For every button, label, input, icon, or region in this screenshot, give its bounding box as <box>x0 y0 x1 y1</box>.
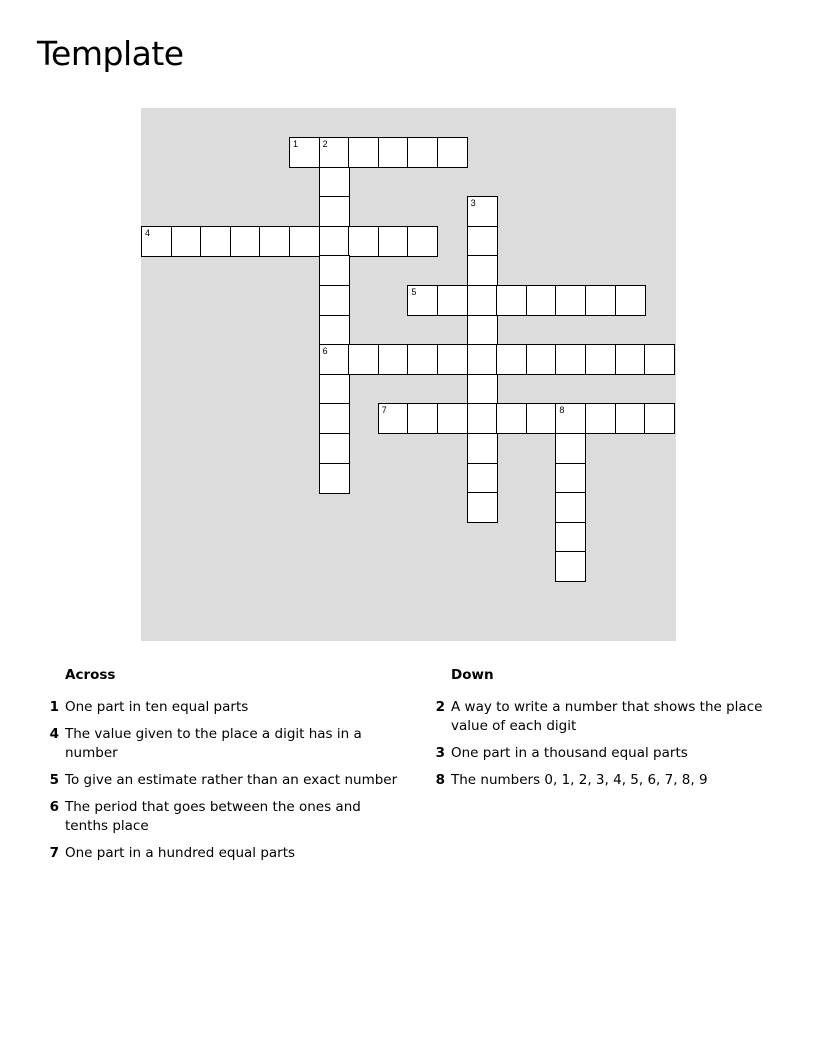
crossword-cell[interactable] <box>378 137 409 168</box>
crossword-cell[interactable] <box>467 463 498 494</box>
crossword-cell[interactable] <box>555 551 586 582</box>
clue-number: 1 <box>49 699 59 715</box>
clue-item <box>44 798 404 836</box>
clue-number-label: 5 <box>411 287 417 297</box>
clue-number-label: 4 <box>145 227 151 238</box>
clue-item <box>44 698 404 717</box>
crossword-cell[interactable] <box>467 196 498 227</box>
crossword-cell[interactable] <box>467 492 498 523</box>
clue-number: 3 <box>435 745 445 761</box>
crossword-cell[interactable] <box>555 285 586 316</box>
clue-text: One part in ten equal parts <box>65 699 249 715</box>
crossword-cell[interactable] <box>200 226 231 257</box>
clue-number-label: 2 <box>322 139 328 149</box>
crossword-cell[interactable] <box>585 403 616 434</box>
clue-text: The period that goes between the ones and tenths place <box>65 799 361 834</box>
down-heading: Down <box>451 667 494 683</box>
crossword-cell[interactable] <box>407 403 438 434</box>
clue-number-label: 8 <box>559 405 565 416</box>
crossword-cell[interactable] <box>437 285 468 316</box>
crossword-cell[interactable] <box>555 463 586 494</box>
crossword-cell[interactable] <box>378 226 409 257</box>
crossword-cell[interactable] <box>555 433 586 464</box>
crossword-cell[interactable] <box>437 403 468 434</box>
crossword-cell[interactable] <box>289 137 320 168</box>
crossword-cell[interactable] <box>289 226 320 257</box>
clue-number-label: 6 <box>322 346 328 357</box>
crossword-cell[interactable] <box>319 255 350 286</box>
clue-item <box>44 771 404 790</box>
crossword-cell[interactable] <box>378 344 409 375</box>
crossword-cell[interactable] <box>319 315 350 346</box>
crossword-cell[interactable] <box>319 403 350 434</box>
clue-number-label: 1 <box>293 139 299 149</box>
crossword-cell[interactable] <box>348 344 379 375</box>
crossword-cell[interactable] <box>496 344 527 375</box>
clue-item <box>44 725 404 763</box>
crossword-cell[interactable] <box>407 226 438 257</box>
clue-number: 4 <box>49 726 59 742</box>
crossword-cell[interactable] <box>555 403 586 434</box>
crossword-cell[interactable] <box>437 344 468 375</box>
crossword-cell[interactable] <box>644 403 675 434</box>
clue-item <box>44 844 404 863</box>
crossword-cell[interactable] <box>496 403 527 434</box>
across-clues <box>44 664 404 871</box>
clue-number: 6 <box>49 799 59 815</box>
clue-item <box>430 698 770 736</box>
clue-text: The numbers 0, 1, 2, 3, 4, 5, 6, 7, 8, 9 <box>451 772 708 788</box>
clue-number-label: 3 <box>470 198 476 209</box>
clue-number: 2 <box>435 699 445 715</box>
clue-number: 8 <box>435 772 445 788</box>
crossword-cell[interactable] <box>141 226 172 257</box>
crossword-cell[interactable] <box>171 226 202 257</box>
clue-text: One part in a hundred equal parts <box>65 845 296 861</box>
crossword-cell[interactable] <box>407 137 438 168</box>
crossword-cell[interactable] <box>526 403 557 434</box>
crossword-cell[interactable] <box>467 315 498 346</box>
crossword-cell[interactable] <box>259 226 290 257</box>
crossword-cell[interactable] <box>615 403 646 434</box>
clue-text: One part in a thousand equal parts <box>451 745 688 761</box>
crossword-cell[interactable] <box>319 226 350 257</box>
crossword-cell[interactable] <box>230 226 261 257</box>
clue-number-label: 7 <box>381 405 387 416</box>
crossword-cell[interactable] <box>467 255 498 286</box>
crossword-cell[interactable] <box>319 285 350 316</box>
crossword-cell[interactable] <box>644 344 675 375</box>
crossword-cell[interactable] <box>378 403 409 434</box>
crossword-cell[interactable] <box>319 344 350 375</box>
crossword-cell[interactable] <box>319 374 350 405</box>
crossword-cell[interactable] <box>319 196 350 227</box>
across-heading: Across <box>65 667 116 683</box>
clue-text: A way to write a number that shows the place value of each digit <box>451 699 763 734</box>
clue-item <box>430 744 770 763</box>
crossword-grid <box>141 108 676 641</box>
crossword-cell[interactable] <box>555 492 586 523</box>
crossword-cell[interactable] <box>467 226 498 257</box>
crossword-cell[interactable] <box>437 137 468 168</box>
crossword-cell[interactable] <box>467 285 498 316</box>
crossword-cell[interactable] <box>407 285 438 316</box>
crossword-cell[interactable] <box>319 137 350 168</box>
crossword-cell[interactable] <box>319 433 350 464</box>
crossword-cell[interactable] <box>555 344 586 375</box>
clue-number: 7 <box>49 845 59 861</box>
clue-item <box>430 771 770 790</box>
crossword-cell[interactable] <box>585 344 616 375</box>
crossword-cell[interactable] <box>467 344 498 375</box>
clue-number: 5 <box>49 772 59 788</box>
crossword-cell[interactable] <box>407 344 438 375</box>
crossword-cell[interactable] <box>467 403 498 434</box>
crossword-cell[interactable] <box>348 226 379 257</box>
crossword-cell[interactable] <box>467 374 498 405</box>
crossword-cell[interactable] <box>348 137 379 168</box>
crossword-cell[interactable] <box>319 167 350 198</box>
clue-text: To give an estimate rather than an exact number <box>65 772 398 788</box>
clue-text: The value given to the place a digit has in a number <box>65 726 362 761</box>
crossword-cell[interactable] <box>526 344 557 375</box>
crossword-cell[interactable] <box>585 285 616 316</box>
crossword-cell[interactable] <box>555 522 586 553</box>
crossword-cell[interactable] <box>496 285 527 316</box>
crossword-cell[interactable] <box>615 344 646 375</box>
crossword-cell[interactable] <box>526 285 557 316</box>
crossword-cell[interactable] <box>467 433 498 464</box>
crossword-cell[interactable] <box>615 285 646 316</box>
down-clues <box>430 664 770 798</box>
page-title: Template <box>37 34 184 73</box>
crossword-cell[interactable] <box>319 463 350 494</box>
